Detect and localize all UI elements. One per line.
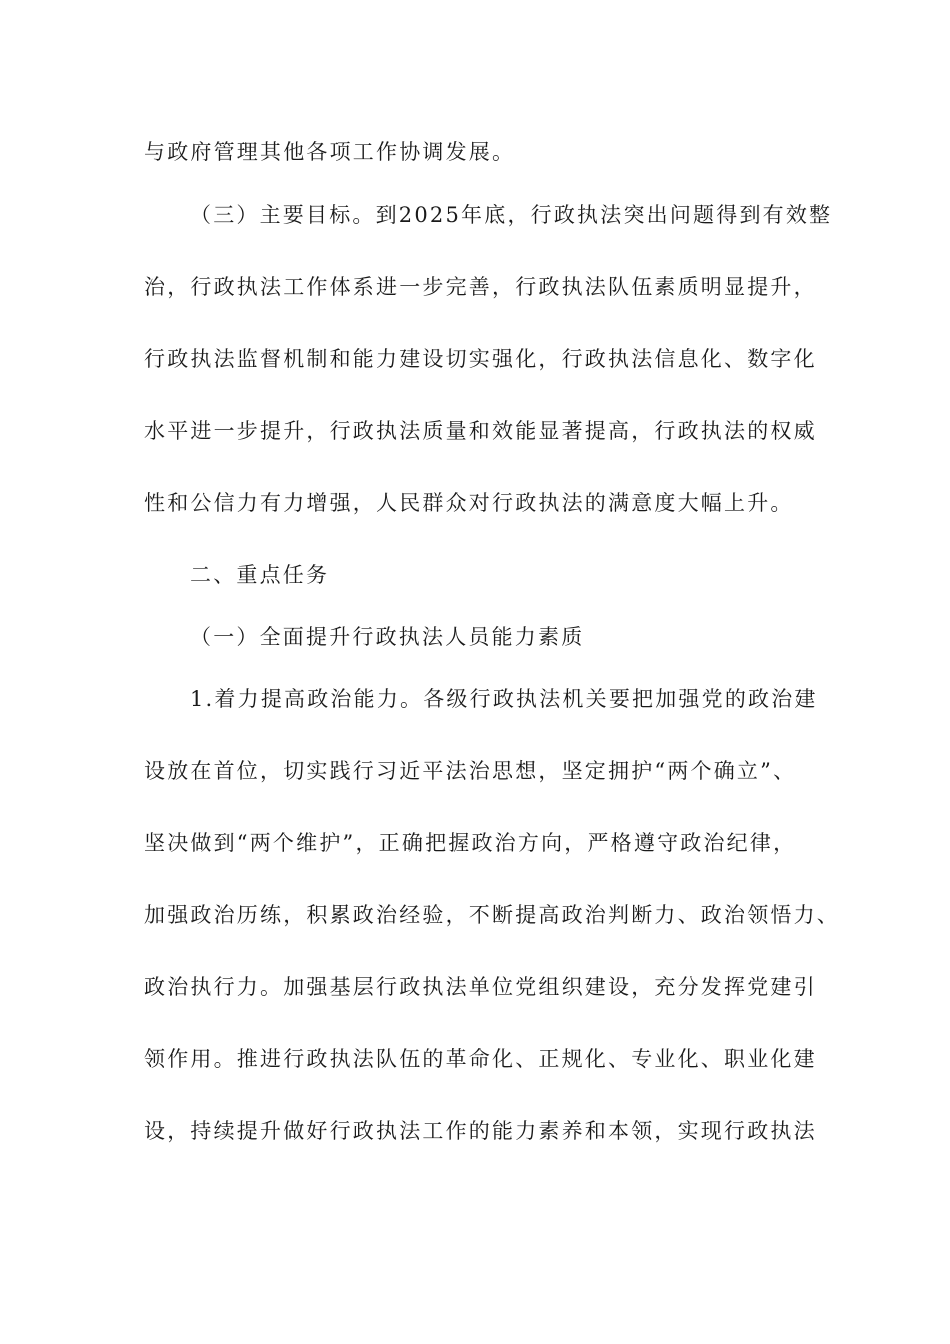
paragraph-line: 坚决做到“两个维护”，正确把握政治方向，严格遵守政治纪律， bbox=[144, 831, 797, 855]
section-heading: 二、重点任务 bbox=[190, 563, 330, 587]
paragraph-line: 领作用。推进行政执法队伍的革命化、正规化、专业化、职业化建 bbox=[144, 1047, 817, 1071]
item-heading-line: 1.着力提高政治能力。各级行政执法机关要把加强党的政治建 bbox=[190, 687, 818, 711]
paragraph-line: 性和公信力有力增强，人民群众对行政执法的满意度大幅上升。 bbox=[144, 491, 794, 515]
paragraph-line: 水平进一步提升，行政执法质量和效能显著提高，行政执法的权威 bbox=[144, 419, 817, 443]
paragraph-line: 与政府管理其他各项工作协调发展。 bbox=[144, 140, 516, 164]
paragraph-line: 治，行政执法工作体系进一步完善，行政执法队伍素质明显提升， bbox=[144, 275, 817, 299]
paragraph-line: 行政执法监督机制和能力建设切实强化，行政执法信息化、数字化 bbox=[144, 347, 817, 371]
section-goal-line: （三）主要目标。到2025年底，行政执法突出问题得到有效整 bbox=[190, 203, 833, 227]
subsection-heading: （一）全面提升行政执法人员能力素质 bbox=[190, 625, 585, 649]
paragraph-line: 政治执行力。加强基层行政执法单位党组织建设，充分发挥党建引 bbox=[144, 975, 817, 999]
paragraph-line: 设，持续提升做好行政执法工作的能力素养和本领，实现行政执法 bbox=[144, 1119, 817, 1143]
paragraph-line: 加强政治历练，积累政治经验，不断提高政治判断力、政治领悟力、 bbox=[144, 903, 840, 927]
paragraph-line: 设放在首位，切实践行习近平法治思想，坚定拥护“两个确立”、 bbox=[144, 759, 797, 783]
